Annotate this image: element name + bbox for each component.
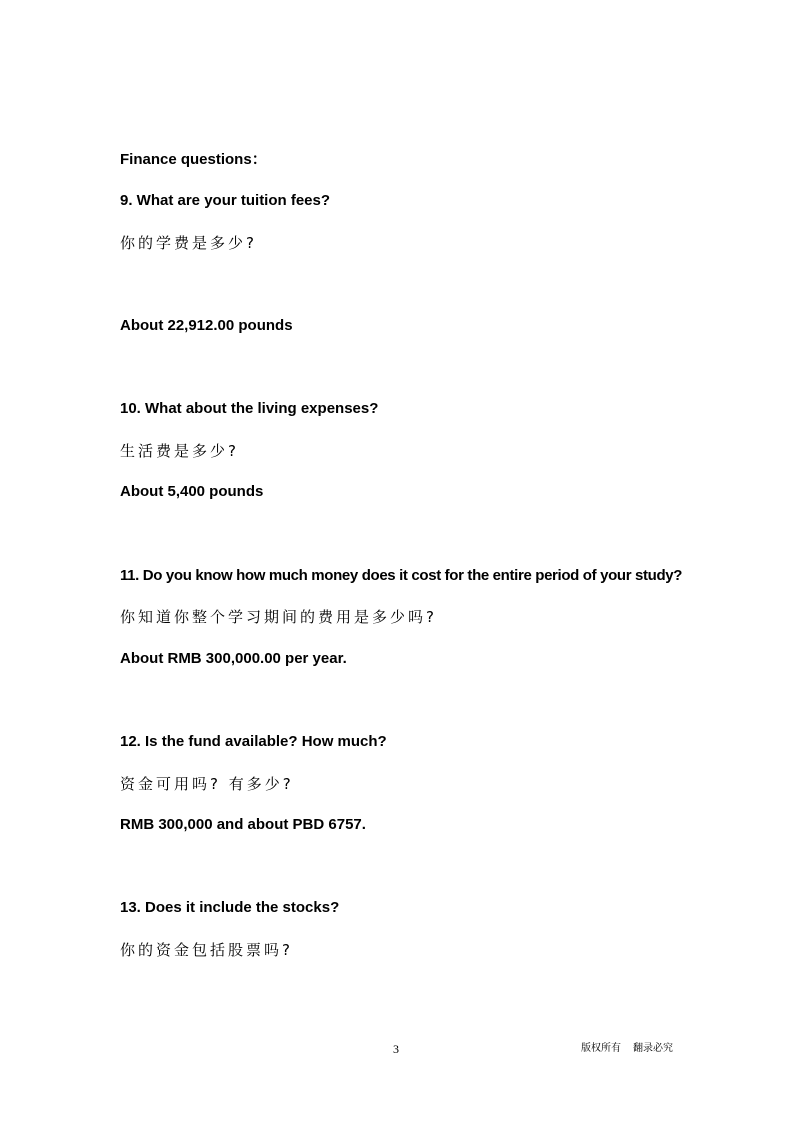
question-10-en: 10. What about the living expenses?: [120, 400, 379, 417]
footer-copyright: [581, 1042, 673, 1056]
answer-11: About RMB 300,000.00 per year.: [120, 650, 347, 667]
answer-9: About 22,912.00 pounds: [120, 317, 293, 334]
question-13-en: 13. Does it include the stocks?: [120, 899, 340, 916]
question-12-en: 12. Is the fund available? How much?: [120, 733, 387, 750]
question-13-cn: 你的资金包括股票吗?: [120, 941, 293, 959]
question-10-cn: 生活费是多少?: [120, 442, 239, 460]
section-title: Finance questions：: [120, 151, 267, 168]
question-11-en: 11. Do you know how much money does it cost for the entire period of your study?: [120, 567, 683, 584]
copyright-text: 版权所有: [581, 1043, 621, 1054]
question-11-cn: 你知道你整个学习期间的费用是多少吗?: [120, 608, 437, 626]
question-9-cn: 你的学费是多少?: [120, 234, 257, 252]
no-copy-text: 翻录必究: [633, 1043, 673, 1054]
question-9-en: 9. What are your tuition fees?: [120, 192, 331, 209]
answer-10: About 5,400 pounds: [120, 483, 264, 500]
question-12-cn: 资金可用吗? 有多少?: [120, 775, 294, 793]
page-number: 3: [393, 1042, 399, 1056]
answer-12: RMB 300,000 and about PBD 6757.: [120, 816, 366, 833]
